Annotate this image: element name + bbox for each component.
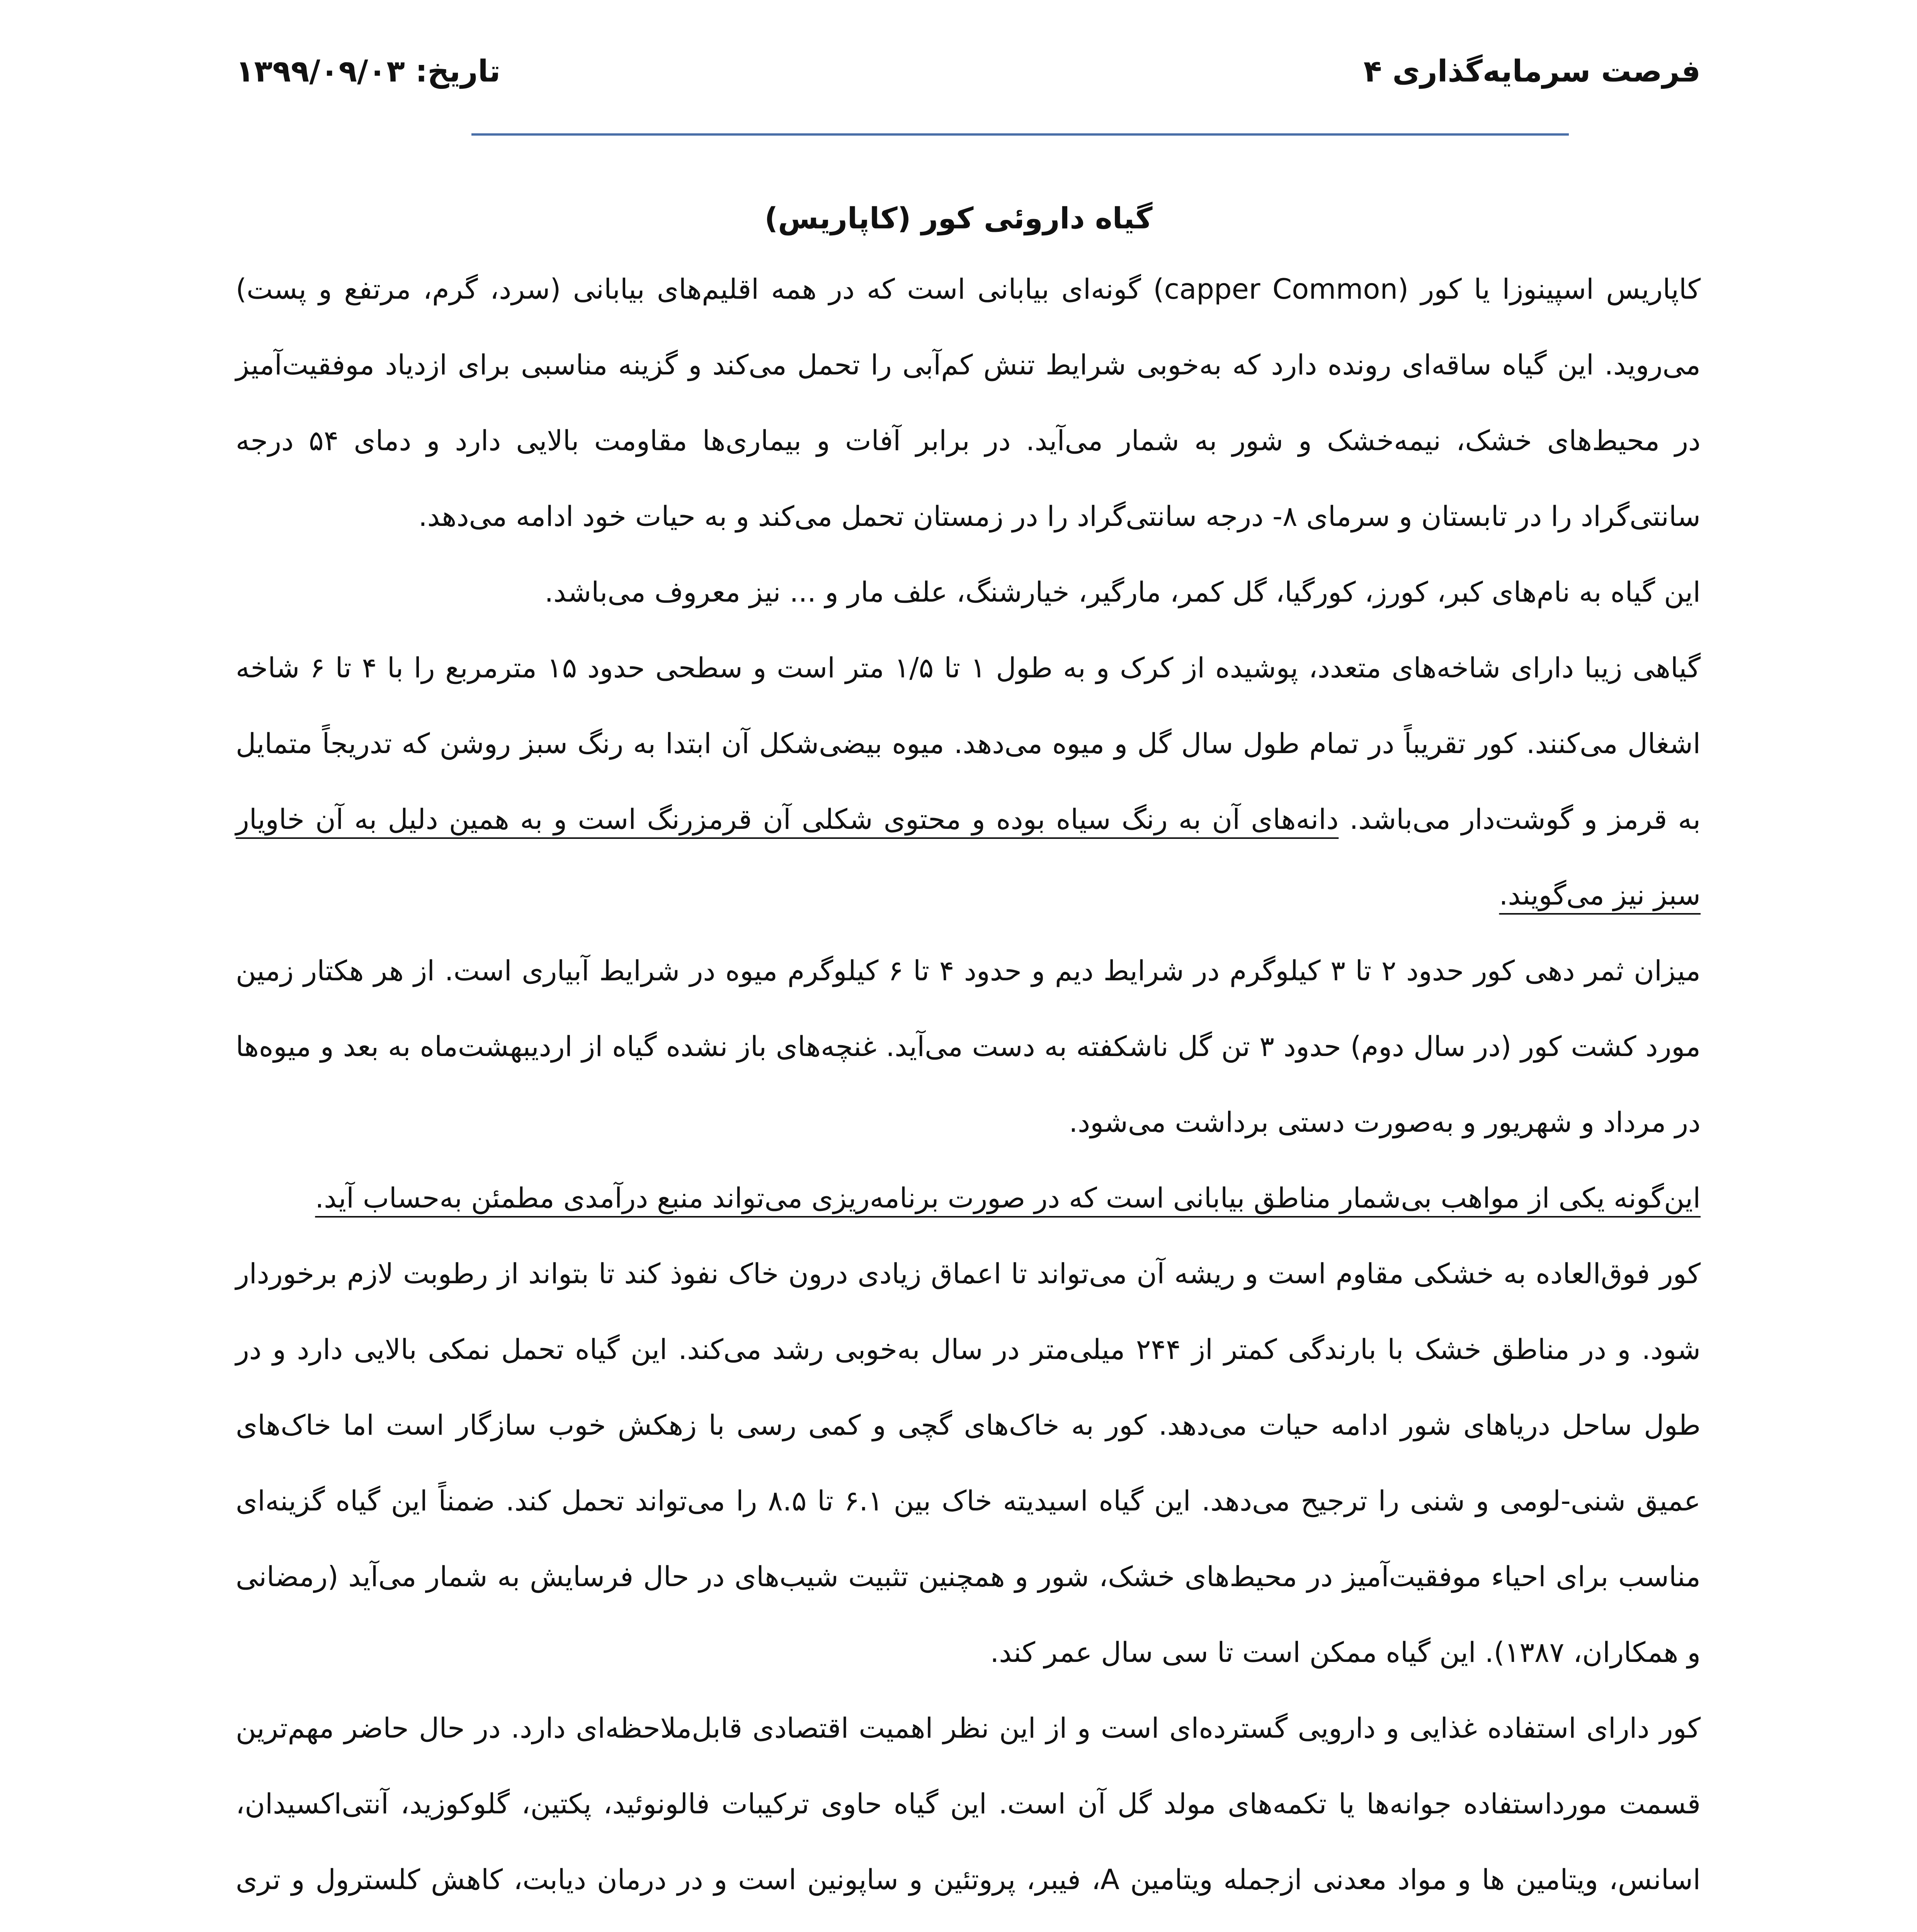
header-divider: [471, 133, 1569, 136]
paragraph-resistance: کور فوق‌العاده به خشکی مقاوم است و ریشه آن می‌تواند تا اعماق زیادی درون خاک نفوذ کند تا بتواند از رطوبت لازم برخوردار شود. و در مناطق خشک با بارندگی کمتر از ۲۴۴ میلی‌متر در سال به‌خوبی رشد می‌کند. این گیاه تحمل نمکی بالایی دارد و در طول ساحل دریاهای شور ادامه حیات می‌دهد. کور به خاک‌های گچی و کمی رسی با زهکش خوب سازگار است اما خاک‌های عمیق شنی-لومی و شنی را ترجیح می‌دهد. این گیاه اسیدیته خاک بین ۶.۱ تا ۸.۵ را می‌تواند تحمل کند. ضمناً این گیاه گزینه‌ای مناسب برای احیاء موفقیت‌آمیز در محیط‌های خشک، شور و همچنین تثبیت شیب‌های در حال فرسایش به شمار می‌آید (رمضانی و همکاران، ۱۳۸۷). این گیاه ممکن است تا سی سال عمر کند.: [236, 1257, 1701, 1668]
paragraph-description-text: گیاهی زیبا دارای شاخه‌های متعدد، پوشیده از کرک و به طول ۱ تا ۱/۵ متر است و سطحی حدود ۱۵ مترمربع را با ۴ تا ۶ شاخه اشغال می‌کنند. کور تقریباً در تمام طول سال گل و میوه می‌دهد. میوه بیضی‌شکل آن ابتدا به رنگ سبز روشن که تدریجاً متمایل به قرمز و گوشت‌دار می‌باشد.: [236, 651, 1701, 835]
document-header-title: فرصت سرمایه‌گذاری ۴: [1363, 54, 1701, 89]
paragraph-income: [236, 1160, 1701, 1236]
paragraph-intro: کاپاریس اسپینوزا یا کور (capper Common) گونه‌ای بیابانی است که در همه اقلیم‌های بیابانی (سرد، گرم، مرتفع و پست) می‌روید. این گیاه ساقه‌ای رونده دارد که به‌خوبی شرایط تنش کم‌آبی را تحمل می‌کند و گزینه مناسبی برای ازدیاد موفقیت‌آمیز در محیط‌های خشک، نیمه‌خشک و شور به شمار می‌آید. در برابر آفات و بیماری‌ها مقاومت بالایی دارد و دمای ۵۴ درجه سانتی‌گراد را در تابستان و سرمای ۸- درجه سانتی‌گراد را در زمستان تحمل می‌کند و به حیات خود ادامه می‌دهد.: [236, 273, 1701, 532]
underlined-income-text: این‌گونه یکی از مواهب بی‌شمار مناطق بیابانی است که در صورت برنامه‌ریزی می‌تواند منبع درآمدی مطمئن به‌حساب آید.: [315, 1182, 1701, 1214]
underlined-seed-text: دانه‌های آن به رنگ سیاه بوده و محتوی شکلی آن قرمزرنگ است و به همین دلیل به آن خاویار سبز نیز می‌گویند.: [236, 803, 1701, 911]
document-header-date: تاریخ: ۱۳۹۹/۰۹/۰۳: [236, 54, 501, 89]
paragraph-uses: [236, 1690, 1701, 1932]
paragraph-description: [236, 630, 1701, 933]
paragraph-yield: میزان ثمر دهی کور حدود ۲ تا ۳ کیلوگرم در شرایط دیم و حدود ۴ تا ۶ کیلوگرم میوه در شرایط آبیاری است. از هر هکتار زمین مورد کشت کور (در سال دوم) حدود ۳ تن گل ناشکفته به دست می‌آید. غنچه‌های باز نشده گیاه از اردیبهشت‌ماه به بعد و میوه‌ها در مرداد و شهریور و به‌صورت دستی برداشت می‌شود.: [236, 954, 1701, 1138]
paragraph-names: این گیاه به نام‌های کبر، کورز، کورگیا، گل کمر، مارگیر، خیارشنگ، علف مار و ... نیز معروف می‌باشد.: [544, 576, 1701, 608]
document-body: [236, 251, 1701, 1932]
document-title: گیاه داروئی کور (کاپاریس): [764, 201, 1153, 235]
paragraph-uses-text-a: کور دارای استفاده غذایی و دارویی گسترده‌ای است و از این نظر اهمیت اقتصادی قابل‌ملاحظه‌ای دارد. در حال حاضر مهم‌ترین قسمت مورداستفاده جوانه‌ها یا تکمه‌های مولد گل آن است. این گیاه حاوی ترکیبات فالونوئید، پکتین، گلوکوزید، آنتی‌اکسیدان، اسانس، ویتامین ها و مواد معدنی ازجمله ویتامین A، فیبر، پروتئین و ساپونین است و در درمان دیابت، کاهش کلسترول و تری: [236, 1712, 1701, 1896]
